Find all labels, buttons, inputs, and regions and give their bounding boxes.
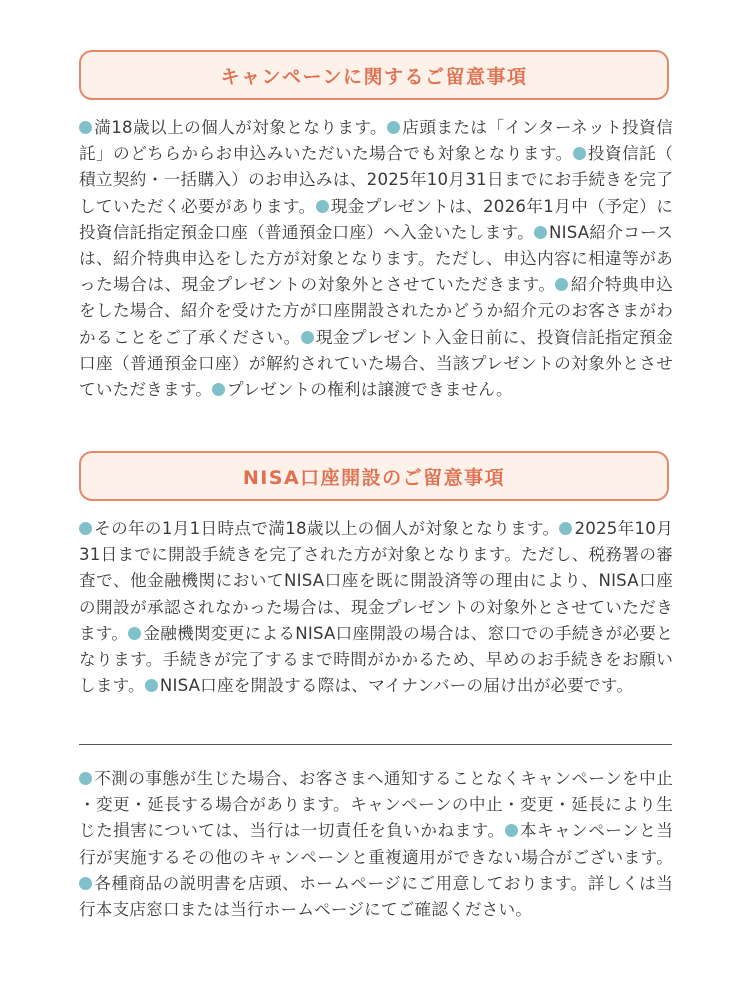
list-item: 店頭または「インターネット投資信託」のどちらからお申込みいただいた場合でも対象となります。	[79, 118, 673, 164]
bullet-dot-icon	[79, 121, 92, 134]
list-item: その年の1月1日時点で満18歳以上の個人が対象となります。	[79, 519, 559, 538]
bullet-dot-icon	[145, 679, 158, 692]
bullet-dot-icon	[573, 147, 586, 160]
list-item: 不測の事態が生じた場合、お客さまへ通知することなくキャンペーンを中止・変更・延長する場合があります。キャンペーンの中止・変更・延長により生じた損害については、当行は一切責任を負いかねます。	[79, 769, 673, 841]
bullet-dot-icon	[559, 522, 572, 535]
list-item: 各種商品の説明書を店頭、ホームページにご用意しております。詳しくは当行本支店窓口または当行ホームページにてご確認ください。	[79, 873, 673, 920]
bullet-dot-icon	[79, 772, 92, 785]
bullet-dot-icon	[79, 877, 92, 890]
list-item: NISA口座を開設する際は、マイナンバーの届け出が必要です。	[145, 676, 633, 695]
campaign-notes-title: キャンペーンに関するご留意事項	[220, 65, 528, 88]
list-item: 金融機関変更によるNISA口座開設の場合は、窓口での手続きが必要となります。手続きが完了するまで時間がかかるため、早めのお手続きをお願いします。	[79, 623, 673, 696]
list-item: 現金プレゼントは、2026年1月中（予定）に投資信託指定預金口座（普通預金口座）へ入金いたします。	[79, 196, 673, 242]
nisa-notes-title: NISA口座開設のご留意事項	[242, 466, 506, 489]
campaign-notes-heading	[79, 50, 669, 100]
bullet-dot-icon	[316, 200, 329, 213]
nisa-notes-body	[79, 516, 673, 699]
section-divider	[79, 744, 672, 745]
list-item: 本キャンペーンと当行が実施するその他のキャンペーンと重複適用ができない場合がございます。	[79, 821, 674, 867]
campaign-notes-body	[79, 115, 673, 403]
list-item: 現金プレゼント入金日前に、投資信託指定預金口座（普通預金口座）が解約されていた場合、当該プレゼントの対象外とさせていただきます。	[79, 327, 673, 400]
bullet-dot-icon	[212, 383, 225, 396]
bullet-dot-icon	[128, 627, 141, 640]
list-item: 満18歳以上の個人が対象となります。	[79, 118, 387, 137]
list-item: プレゼントの権利は譲渡できません。	[212, 380, 513, 399]
list-item: NISA紹介コースは、紹介特典申込をした方が対象となります。ただし、申込内容に相違等があった場合は、現金プレゼントの対象外とさせていただきます。	[79, 222, 673, 295]
bullet-dot-icon	[505, 824, 518, 837]
bullet-dot-icon	[301, 331, 314, 344]
list-item: 紹介特典申込をした場合、紹介を受けた方が口座開設されたかどうか紹介元のお客さまがわかることをご了承ください。	[79, 275, 673, 347]
list-item: 投資信託（積立契約・一括購入）のお申込みは、2025年10月31日までにお手続きを完了していただく必要があります。	[79, 144, 673, 216]
bullet-dot-icon	[387, 121, 400, 134]
bullet-dot-icon	[79, 522, 92, 535]
bullet-dot-icon	[555, 278, 568, 291]
nisa-notes-heading	[79, 451, 669, 501]
bullet-dot-icon	[534, 226, 547, 239]
list-item: 2025年10月31日までに開設手続きを完了された方が対象となります。ただし、税務署の審査で、他金融機関においてNISA口座を既に開設済等の理由により、NISA口座の開設が承認されなかった場合は、現金プレゼントの対象外とさせていただきます。	[79, 519, 673, 643]
general-notes-body	[79, 766, 673, 923]
